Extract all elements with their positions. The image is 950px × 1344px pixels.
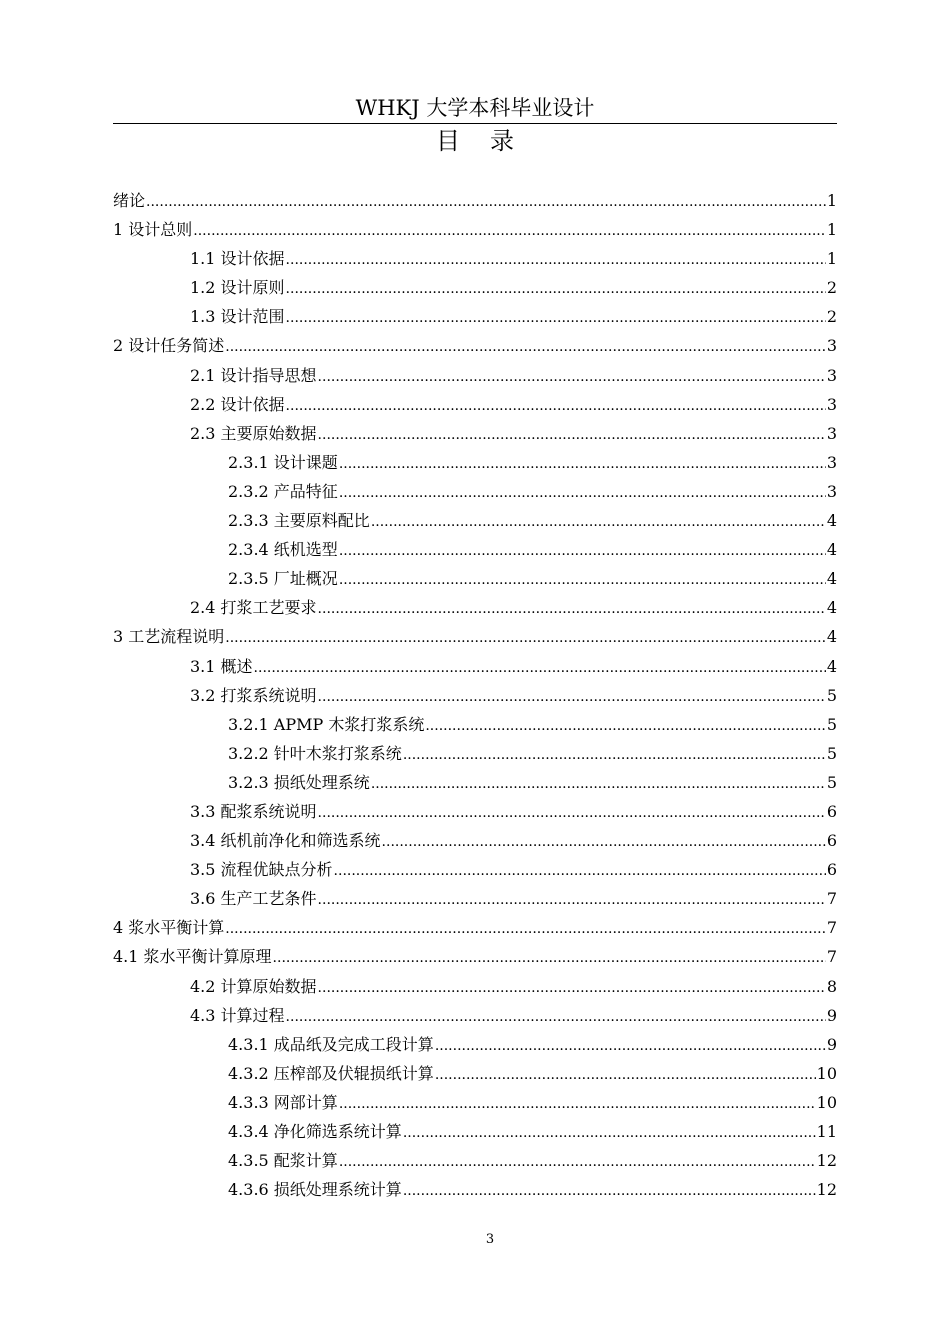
toc-entry[interactable] <box>113 1146 837 1175</box>
toc-entry[interactable] <box>113 942 837 971</box>
page-number: 3 <box>485 1232 495 1247</box>
toc-entry-page: 3 <box>826 423 837 443</box>
toc-entry[interactable] <box>113 855 837 884</box>
toc-entry[interactable] <box>113 1117 837 1146</box>
toc-entry-page: 5 <box>826 714 837 734</box>
toc-dot-leader <box>339 537 826 566</box>
toc-dot-leader <box>371 508 826 537</box>
toc-dot-leader <box>318 683 826 712</box>
toc-entry-title: 4.2 计算原始数据 <box>190 976 317 996</box>
toc-entry[interactable] <box>113 652 837 681</box>
toc-entry[interactable] <box>113 419 837 448</box>
toc-entry-page: 3 <box>826 452 837 472</box>
toc-entry-page: 6 <box>826 831 837 851</box>
toc-entry[interactable] <box>113 273 837 302</box>
toc-entry-title: 4 浆水平衡计算 <box>113 918 225 938</box>
toc-dot-leader <box>334 857 826 886</box>
toc-dot-leader <box>435 1061 816 1090</box>
toc-entry-title: 4.3.2 压榨部及伏辊损纸计算 <box>228 1063 434 1083</box>
toc-entry-title: 1.2 设计原则 <box>190 278 285 298</box>
toc-dot-leader <box>286 304 826 333</box>
toc-dot-leader <box>286 1003 826 1032</box>
toc-entry-page: 7 <box>826 947 837 967</box>
toc-entry-page: 12 <box>816 1151 837 1171</box>
toc-dot-leader <box>435 1032 826 1061</box>
toc-dot-leader <box>403 741 826 770</box>
toc-entry-page: 6 <box>826 860 837 880</box>
toc-entry[interactable] <box>113 564 837 593</box>
toc-entry-title: 1.1 设计依据 <box>190 249 285 269</box>
toc-dot-leader <box>382 828 826 857</box>
toc-entry-page: 9 <box>826 1005 837 1025</box>
toc-entry-page: 6 <box>826 801 837 821</box>
toc-dot-leader <box>339 566 826 595</box>
toc-entry-title: 4.3.3 网部计算 <box>228 1092 338 1112</box>
toc-entry-title: 3.2 打浆系统说明 <box>190 685 317 705</box>
toc-entry-title: 4.3.1 成品纸及完成工段计算 <box>228 1034 434 1054</box>
toc-entry-title: 2.3.3 主要原料配比 <box>228 511 370 531</box>
toc-entry-page: 3 <box>826 394 837 414</box>
toc-entry-page: 7 <box>826 889 837 909</box>
running-header: WHKJ 大学本科毕业设计 <box>355 96 595 120</box>
toc-entry-title: 4.3.4 净化筛选系统计算 <box>228 1122 402 1141</box>
toc-entry[interactable] <box>113 302 837 331</box>
toc-entry-page: 8 <box>826 976 837 996</box>
toc-entry-title: 3.2.1 APMP 木浆打浆系统 <box>228 714 425 734</box>
toc-entry-title: 1.3 设计范围 <box>190 307 285 327</box>
toc-entry[interactable] <box>113 826 837 855</box>
toc-dot-leader <box>371 770 826 799</box>
toc-entry-page: 2 <box>826 307 837 327</box>
toc-entry-title: 3.1 概述 <box>190 656 253 676</box>
toc-entry-page: 4 <box>826 598 837 618</box>
toc-entry[interactable] <box>113 739 837 768</box>
toc-entry-title: 4.1 浆水平衡计算原理 <box>113 947 272 967</box>
toc-entry-title: 3.4 纸机前净化和筛选系统 <box>190 831 381 851</box>
toc-entry-title: 4.3 计算过程 <box>190 1005 285 1025</box>
toc-entry[interactable] <box>113 593 837 622</box>
toc-entry-page: 4 <box>826 627 837 647</box>
toc-entry-page: 10 <box>816 1092 837 1112</box>
toc-entry[interactable] <box>113 1088 837 1117</box>
toc-entry[interactable] <box>113 1030 837 1059</box>
toc-dot-leader <box>318 799 826 828</box>
toc-entry[interactable] <box>113 448 837 477</box>
toc-entry-page: 5 <box>826 743 837 763</box>
toc-entry-title: 4.3.5 配浆计算 <box>228 1151 338 1171</box>
toc-entry-title: 2.3 主要原始数据 <box>190 423 317 443</box>
toc-entry-page: 10 <box>816 1063 837 1083</box>
toc-entry-page: 5 <box>826 685 837 705</box>
toc-entry[interactable] <box>113 622 837 651</box>
toc-dot-leader <box>193 217 826 246</box>
toc-entry[interactable] <box>113 797 837 826</box>
toc-entry[interactable] <box>113 768 837 797</box>
toc-dot-leader <box>318 363 826 392</box>
toc-entry-title: 3.2.2 针叶木浆打浆系统 <box>228 743 402 763</box>
toc-dot-leader <box>339 1090 816 1119</box>
toc-entry-title: 绪论 <box>113 191 146 210</box>
toc-dot-leader <box>225 915 826 944</box>
table-of-contents <box>113 186 837 1204</box>
toc-dot-leader <box>286 246 826 275</box>
toc-dot-leader <box>318 421 826 450</box>
toc-dot-leader <box>225 624 826 653</box>
toc-entry-title: 2.1 设计指导思想 <box>190 365 317 385</box>
toc-entry-title: 3.3 配浆系统说明 <box>190 801 317 821</box>
toc-dot-leader <box>425 712 825 741</box>
toc-entry[interactable] <box>113 215 837 244</box>
toc-entry-page: 1 <box>826 220 837 240</box>
toc-entry-page: 9 <box>826 1034 837 1054</box>
toc-entry-title: 4.3.6 损纸处理系统计算 <box>228 1180 402 1200</box>
toc-entry-title: 3 工艺流程说明 <box>113 627 225 647</box>
toc-entry-title: 2.3.1 设计课题 <box>228 452 338 472</box>
toc-dot-leader <box>318 595 826 624</box>
toc-entry-page: 11 <box>816 1122 837 1141</box>
toc-entry-page: 5 <box>826 772 837 792</box>
toc-entry[interactable] <box>113 1001 837 1030</box>
toc-entry[interactable] <box>113 186 837 215</box>
toc-entry-title: 2.3.2 产品特征 <box>228 481 338 501</box>
toc-dot-leader <box>286 275 826 304</box>
toc-entry[interactable] <box>113 913 837 942</box>
toc-entry[interactable] <box>113 710 837 739</box>
toc-entry-title: 2.3.5 厂址概况 <box>228 569 338 589</box>
toc-entry-page: 4 <box>826 569 837 589</box>
toc-entry-page: 4 <box>826 511 837 531</box>
toc-entry-title: 3.5 流程优缺点分析 <box>190 860 333 880</box>
toc-dot-leader <box>254 654 826 683</box>
toc-dot-leader <box>318 886 826 915</box>
toc-entry-page: 3 <box>826 336 837 356</box>
toc-entry-page: 1 <box>826 191 837 210</box>
toc-entry[interactable] <box>113 390 837 419</box>
toc-entry-page: 1 <box>826 249 837 269</box>
toc-entry-title: 2.4 打浆工艺要求 <box>190 598 317 618</box>
toc-entry-title: 2 设计任务简述 <box>113 336 225 356</box>
toc-entry-title: 3.2.3 损纸处理系统 <box>228 772 370 792</box>
toc-entry-page: 12 <box>816 1180 837 1200</box>
toc-entry[interactable] <box>113 244 837 273</box>
toc-entry[interactable] <box>113 535 837 564</box>
toc-entry-title: 3.6 生产工艺条件 <box>190 889 317 909</box>
toc-entry-page: 4 <box>826 656 837 676</box>
toc-entry[interactable] <box>113 972 837 1001</box>
toc-entry-title: 2.2 设计依据 <box>190 394 285 414</box>
toc-entry-page: 4 <box>826 540 837 560</box>
toc-dot-leader <box>146 188 826 217</box>
toc-entry[interactable] <box>113 1059 837 1088</box>
toc-dot-leader <box>403 1177 816 1206</box>
toc-dot-leader <box>403 1119 816 1148</box>
toc-dot-leader <box>339 479 826 508</box>
toc-dot-leader <box>225 333 826 362</box>
toc-entry-page: 7 <box>826 918 837 938</box>
toc-entry-page: 2 <box>826 278 837 298</box>
toc-entry-page: 3 <box>826 481 837 501</box>
toc-dot-leader <box>273 944 826 973</box>
toc-dot-leader <box>339 450 826 479</box>
toc-dot-leader <box>339 1148 816 1177</box>
toc-title: 目录 <box>436 127 544 155</box>
toc-entry-page: 3 <box>826 365 837 385</box>
toc-entry[interactable] <box>113 884 837 913</box>
toc-entry-title: 1 设计总则 <box>113 220 193 240</box>
toc-dot-leader <box>286 392 826 421</box>
toc-entry-title: 2.3.4 纸机选型 <box>228 540 338 560</box>
toc-entry[interactable] <box>113 477 837 506</box>
toc-entry[interactable] <box>113 506 837 535</box>
toc-entry[interactable] <box>113 1175 837 1204</box>
toc-entry[interactable] <box>113 361 837 390</box>
toc-entry[interactable] <box>113 681 837 710</box>
toc-entry[interactable] <box>113 331 837 360</box>
toc-dot-leader <box>318 974 826 1003</box>
